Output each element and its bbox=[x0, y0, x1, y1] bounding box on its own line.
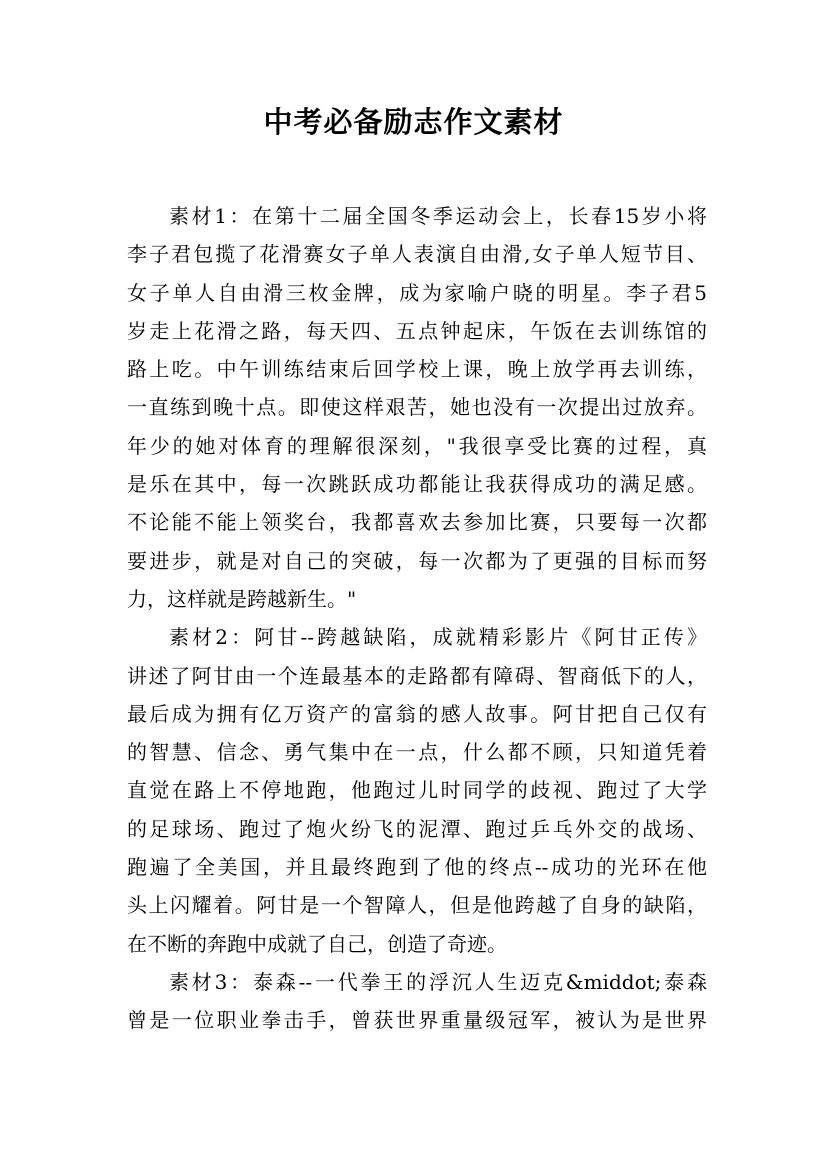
text-line: 素材1：在第十二届全国冬季运动会上，长春15岁小将 bbox=[169, 204, 707, 228]
text-line: 在不断的奔跑中成就了自己，创造了奇迹。 bbox=[127, 931, 507, 956]
text-line: 跑遍了全美国，并且最终跑到了他的终点--成功的光环在他 bbox=[127, 855, 707, 880]
text-line: 女子单人自由滑三枚金牌，成为家喻户晓的明星。李子君5 bbox=[127, 280, 707, 305]
text-line: 力，这样就是跨越新生。" bbox=[127, 586, 357, 611]
document-title: 中考必备励志作文素材 bbox=[263, 105, 564, 139]
text-line: 要进步，就是对自己的突破，每一次都为了更强的目标而努 bbox=[127, 548, 707, 573]
text-line: 不论能不能上领奖台，我都喜欢去参加比赛，只要每一次都 bbox=[127, 510, 707, 535]
text-line: 素材2：阿甘--跨越缺陷，成就精彩影片《阿甘正传》 bbox=[169, 625, 707, 650]
text-line: 的足球场、跑过了炮火纷飞的泥潭、跑过乒乓外交的战场、 bbox=[127, 816, 707, 841]
text-line: 最后成为拥有亿万资产的富翁的感人故事。阿甘把自己仅有 bbox=[127, 701, 707, 726]
text-line: 直觉在路上不停地跑，他跑过儿时同学的歧视、跑过了大学 bbox=[127, 778, 707, 803]
text-line: 素材3：泰森--一代拳王的浮沉人生迈克&middot;泰森 bbox=[169, 969, 707, 994]
text-line: 是乐在其中，每一次跳跃成功都能让我获得成功的满足感。 bbox=[127, 472, 707, 497]
text-line: 岁走上花滑之路，每天四、五点钟起床，午饭在去训练馆的 bbox=[127, 318, 707, 343]
text-line: 曾是一位职业拳击手，曾获世界重量级冠军，被认为是世界 bbox=[127, 1008, 707, 1033]
text-line: 路上吃。中午训练结束后回学校上课，晚上放学再去训练， bbox=[127, 357, 707, 382]
document-body bbox=[127, 197, 707, 1040]
text-line: 李子君包揽了花滑赛女子单人表演自由滑,女子单人短节目、 bbox=[127, 242, 707, 267]
text-line: 一直练到晚十点。即使这样艰苦，她也没有一次提出过放弃。 bbox=[127, 395, 707, 420]
text-line: 的智慧、信念、勇气集中在一点，什么都不顾，只知道凭着 bbox=[127, 740, 707, 765]
text-line: 年少的她对体育的理解很深刻，"我很享受比赛的过程，真 bbox=[127, 433, 707, 458]
text-line: 头上闪耀着。阿甘是一个智障人，但是他跨越了自身的缺陷， bbox=[127, 893, 707, 918]
text-line: 讲述了阿甘由一个连最基本的走路都有障碍、智商低下的人， bbox=[127, 663, 707, 688]
